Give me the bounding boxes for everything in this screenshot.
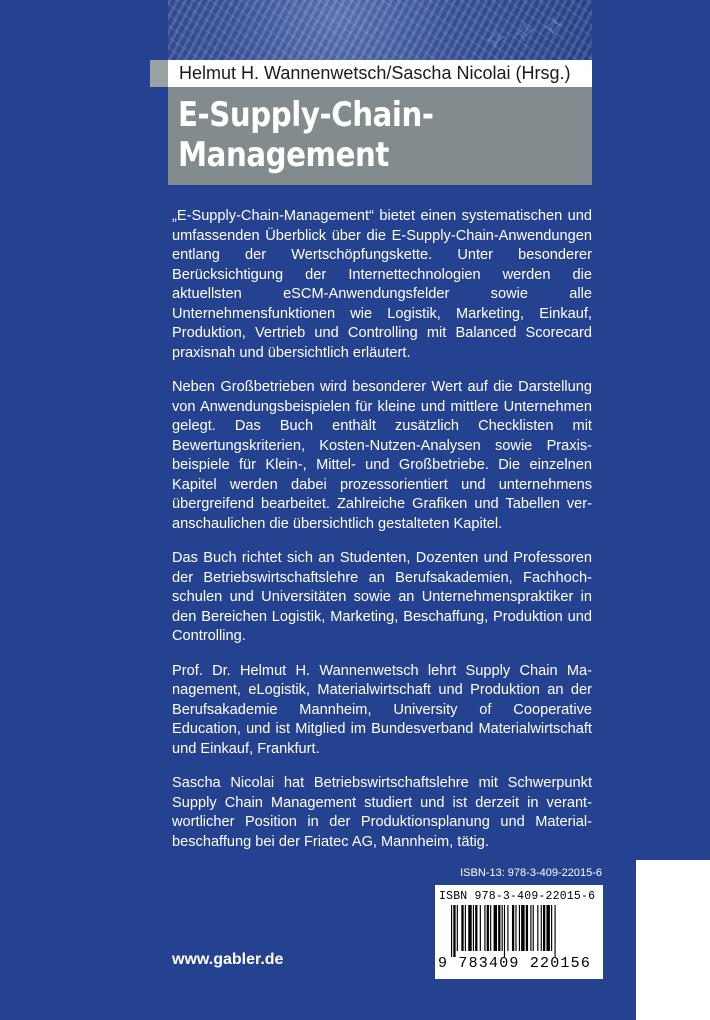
photo-texture: ⟡ ⟡ ⟡ bbox=[480, 6, 565, 57]
barcode-bar bbox=[453, 905, 455, 957]
publisher-website: www.gabler.de bbox=[172, 951, 284, 968]
cover-photo-strip bbox=[168, 0, 592, 60]
blurb-paragraph-3: Das Buch richtet sich an Studenten, Dozenten und Professoren der Betriebswirtschaftslehre an Berufsakademien, Fachhochschulen und Universitäten sowie an Unternehmenspraktiker in den Bereichen Logistik, Marketing, Beschaffung, Produktion und Controlling. bbox=[172, 550, 592, 644]
author-bio-1: Prof. Dr. Helmut H. Wannenwetsch lehrt Supply Chain Management, eLogistik, Materialwirtschaft und Produktion an der Berufsakademie Mannheim, University of Cooperative Education, und ist Mitglied im Bundesverband Materialwirtschaft und Einkauf, Frankfurt. bbox=[172, 662, 592, 757]
barcode-bar bbox=[465, 905, 466, 951]
barcode-bar bbox=[451, 905, 452, 957]
authors-accent bbox=[150, 60, 168, 87]
barcode-bar bbox=[457, 905, 458, 951]
barcode-bar bbox=[526, 905, 528, 951]
barcode-bar bbox=[515, 905, 516, 951]
barcode-bar bbox=[512, 905, 514, 951]
blurb bbox=[172, 207, 592, 867]
barcode-bar bbox=[468, 905, 471, 951]
barcode-bar bbox=[498, 905, 500, 951]
barcode-bar bbox=[473, 905, 474, 951]
book-title-line1: E-Supply-Chain- bbox=[178, 95, 434, 135]
barcode-bar bbox=[507, 905, 508, 951]
barcode-bars bbox=[439, 905, 599, 957]
authors-text: Helmut H. Wannenwetsch/Sascha Nicolai (Hrsg.) bbox=[179, 63, 571, 83]
title-box bbox=[168, 87, 592, 185]
barcode-bar bbox=[541, 905, 542, 951]
authors-bar bbox=[150, 60, 592, 87]
barcode-digits: 9 783409 220156 bbox=[438, 955, 592, 972]
author-bio-2: Sascha Nicolai hat Betriebswirtschaftslehre mit Schwerpunkt Supply Chain Management studiert und ist derzeit in verantwortlicher Position in der Produktionsplanung und Materialbeschaffung bei der Friatec AG, Mannheim, tätig. bbox=[172, 775, 592, 850]
barcode-bar bbox=[475, 905, 477, 951]
barcode-bar bbox=[480, 905, 481, 951]
barcode-bar bbox=[555, 905, 556, 957]
barcode-bar bbox=[490, 905, 491, 951]
barcode-bar bbox=[521, 905, 524, 951]
barcode-bar bbox=[533, 905, 534, 951]
barcode-bar bbox=[487, 905, 489, 951]
blurb-paragraph-2: Neben Großbetrieben wird besonderer Wert auf die Darstellung von Anwendungsbeispielen für kleine und mittlere Unternehmen gelegt. Das Buch enthält zusätzlich Checklisten mit Bewertungskriterien, Kosten-Nutzen-Analysen sowie Praxisbeispiele für Klein-, Mittel- und Großbetriebe. Die einzelnen Kapitel werden dabei prozessorientiert und unternehmens übergreifend bearbeitet. Zahlreiche Grafiken und Tabellen veranschaulichen die übersichtlich gestalteten Kapitel. bbox=[172, 379, 592, 532]
barcode-bar bbox=[546, 905, 549, 951]
book-title-line2: Management bbox=[178, 135, 389, 175]
barcode-bar bbox=[461, 905, 463, 951]
barcode-bar bbox=[537, 905, 538, 951]
barcode-bar bbox=[543, 905, 545, 951]
barcode-bar bbox=[504, 905, 505, 957]
barcode-bar bbox=[494, 905, 497, 951]
barcode-isbn-text: ISBN 978-3-409-22015-6 bbox=[439, 890, 596, 903]
barcode-bar bbox=[502, 905, 503, 951]
barcode bbox=[435, 885, 603, 979]
barcode-bar bbox=[484, 905, 485, 951]
barcode-bar bbox=[551, 905, 552, 951]
barcode-bar bbox=[530, 905, 531, 951]
blurb-paragraph-1: „E-Supply-Chain-Management“ bietet einen systematischen und umfassenden Überblick über die E-Supply-Chain-Anwendungen entlang der Wertschöpfungskette. Unter besonderer Berücksichtigung der Internettechnologien werden die aktuellsten eSCM-Anwendungsfelder sowie alle Unternehmensfunktionen wie Logistik, Marketing, Einkauf, Produktion, Vertrieb und Controlling mit Balanced Scorecard praxisnah und übersichtlich erläutert. bbox=[172, 208, 592, 361]
barcode-bar bbox=[519, 905, 520, 951]
spine-label-tab bbox=[636, 860, 710, 1020]
isbn13-label: ISBN-13: 978-3-409-22015-6 bbox=[460, 867, 602, 879]
